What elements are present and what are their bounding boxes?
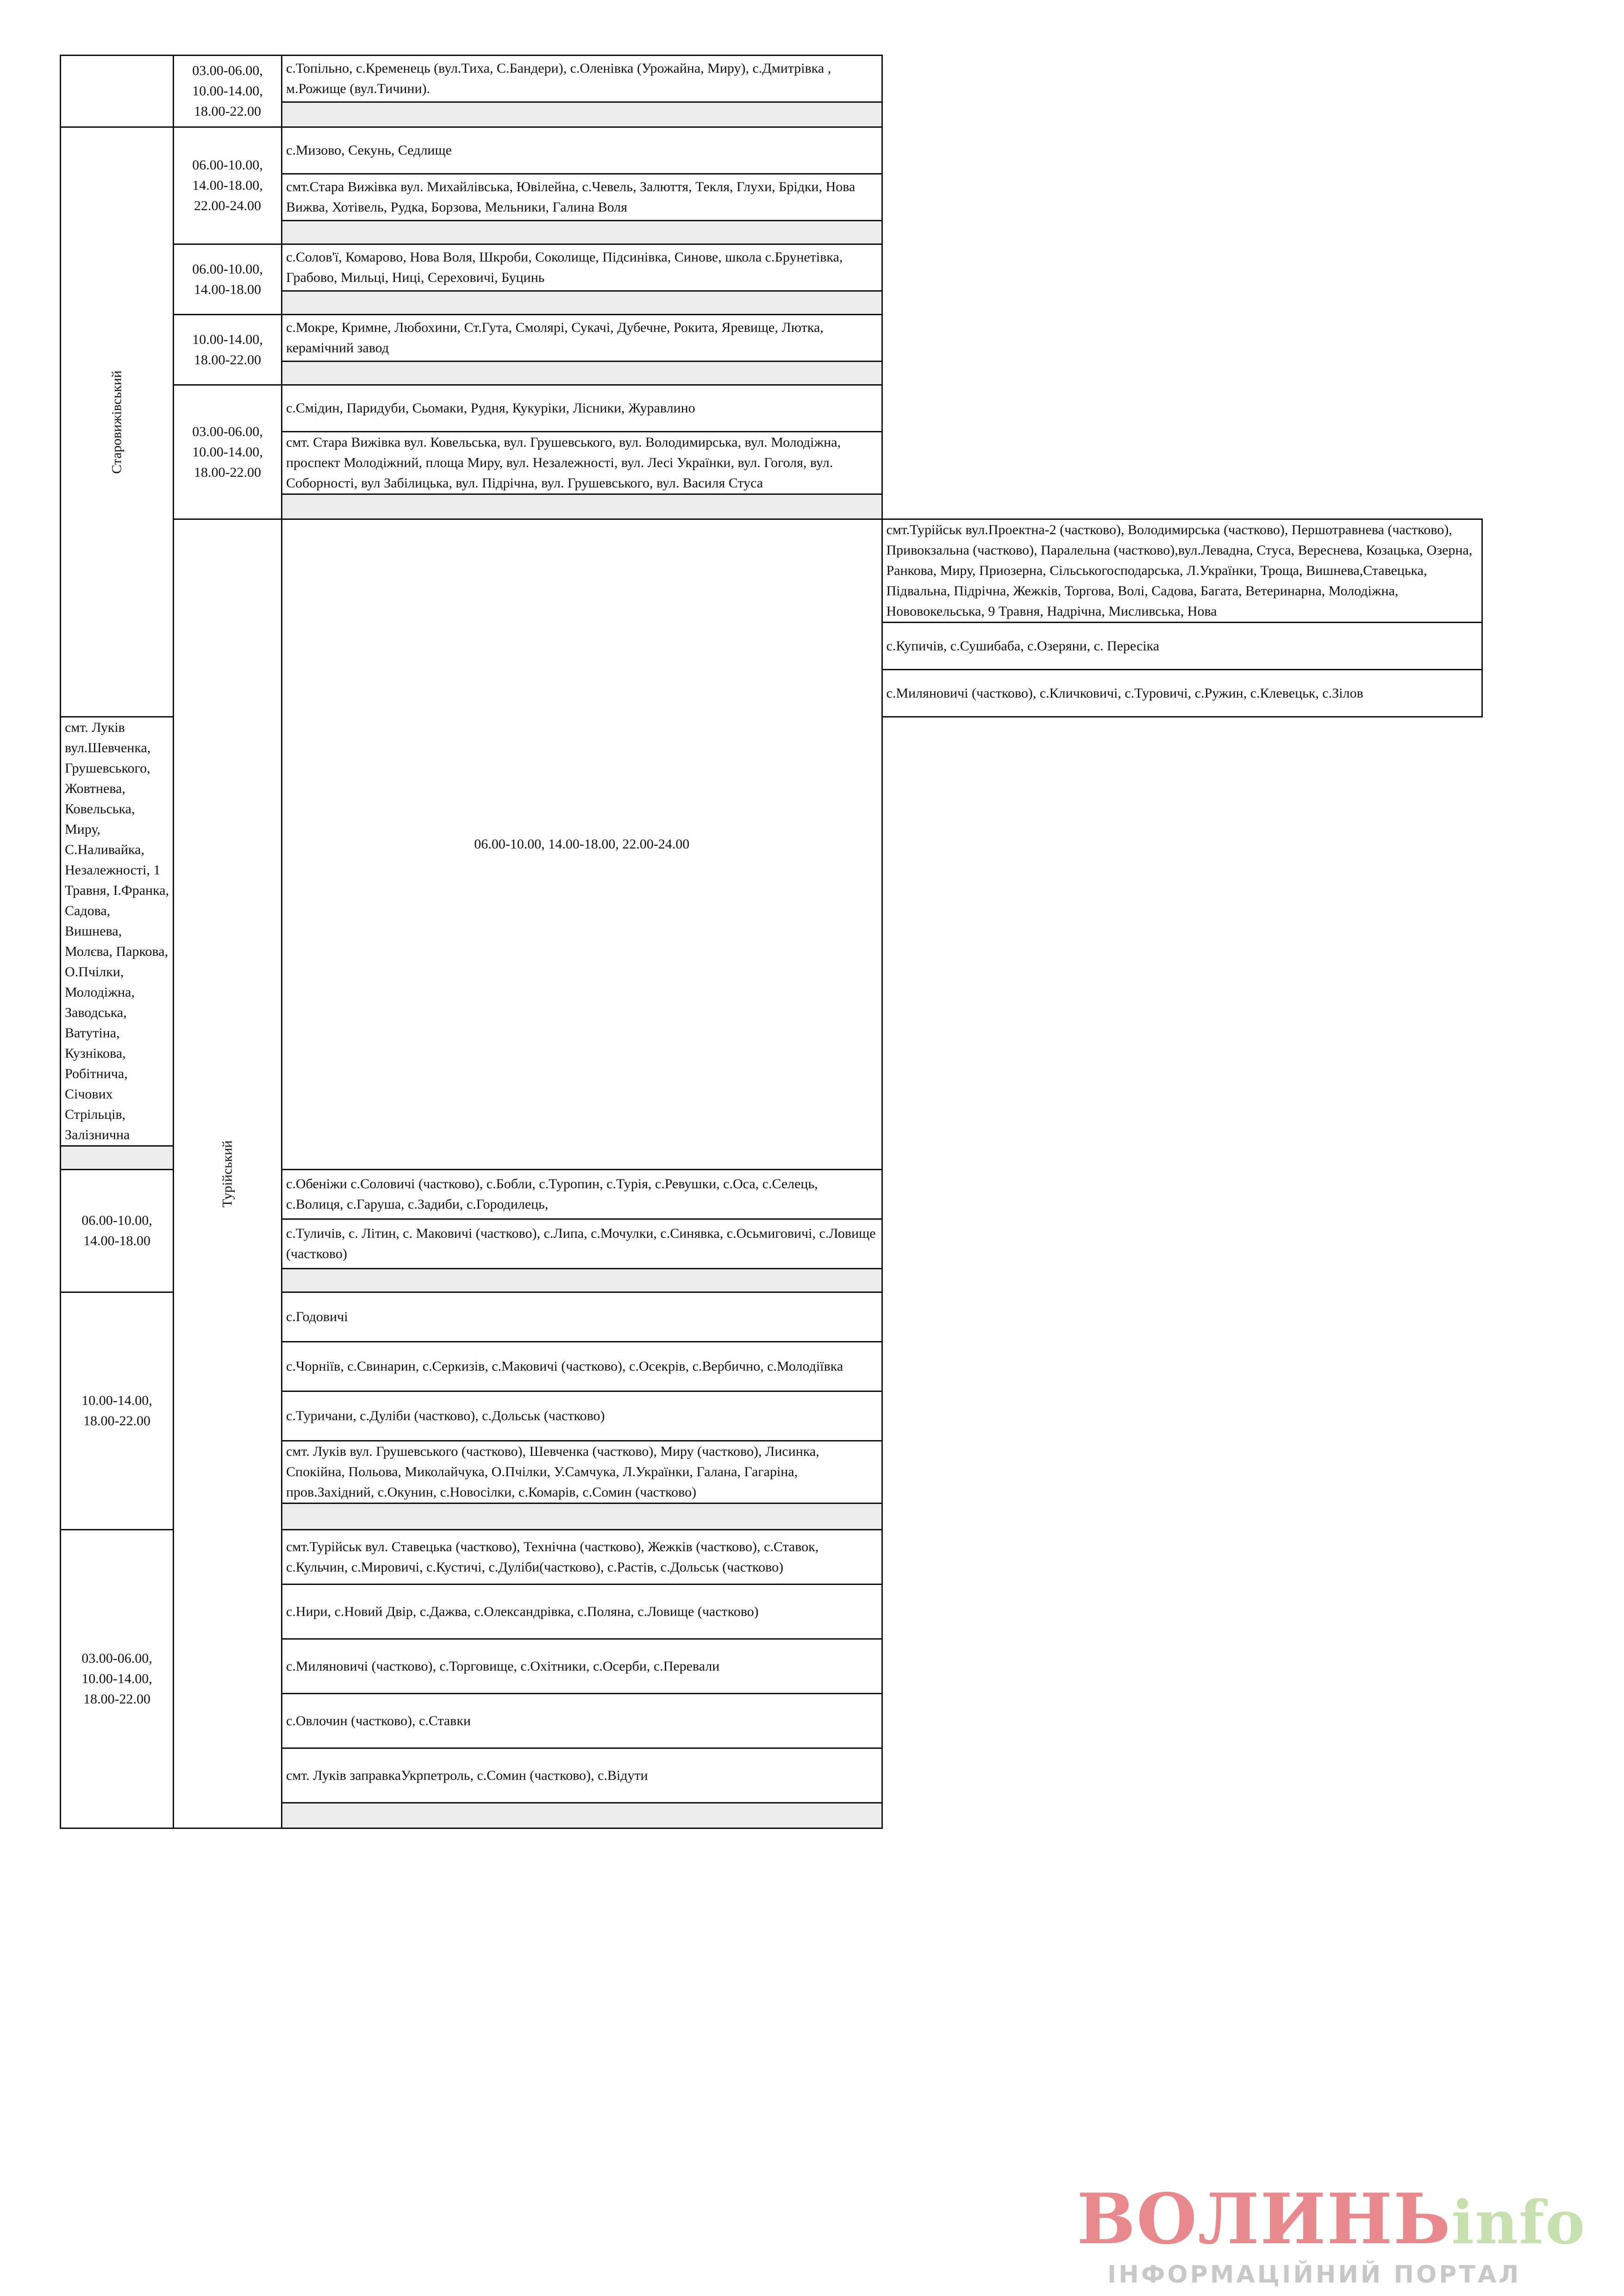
settlements-cell: с.Смідин, Паридуби, Сьомаки, Рудня, Кукуріки, Лісники, Журавлино: [282, 385, 882, 432]
settlements-cell: смт. Луків вул. Грушевського (частково), Шевченка (частково), Миру (частково), Лисинка, Спокійна, Польова, Миколайчука, О.Пчілки, У.Самчука, Л.Українки, Галана, Гагаріна, пров.Західний, с.Окунин, с.Новосілки, с.Комарів, с.Сомин (частково): [282, 1441, 882, 1504]
settlements-cell: с.Овлочин (частково), с.Ставки: [282, 1694, 882, 1748]
settlements-cell: смт. Стара Вижівка вул. Ковельська, вул. Грушевського, вул. Володимирська, вул. Молодіжна, проспект Молодіжний, площа Миру, вул. Незалежності, вул. Лесі Українки, вул. Гоголя, вул. Соборності, вул Забілицька, вул. Підрічна, вул. Грушевського, вул. Василя Стуса: [282, 432, 882, 494]
settlements-cell: с.Обеніжи с.Соловичі (частково), с.Бобли, с.Туропин, с.Турія, с.Ревушки, с.Оса, с.Селець, с.Волиця, с.Гаруша, с.Задиби, с.Городилець,: [282, 1170, 882, 1219]
spacer-cell: [282, 102, 882, 127]
time-slot-cell: 06.00-10.00, 14.00-18.00, 22.00-24.00: [282, 519, 882, 1170]
settlements-cell: смт.Турійськ вул.Проектна-2 (частково), Володимирська (частково), Першотравнева (частково), Привокзальна (частково), Паралельна (частково),вул.Левадна, Стуса, Вереснева, Козацька, Озерна, Ранкова, Миру, Приозерна, Сільськогосподарська, Л.Українки, Троща, Вишнева,Ставецька, Підвальна, Підрічна, Жежків, Торгова, Волі, Садова, Багата, Ветеринарна, Молодіжна, Нововокельська, 9 Травня, Надрічна, Мисливська, Нова: [882, 519, 1482, 623]
settlements-cell: смт.Стара Вижівка вул. Михайлівська, Ювілейна, с.Чевель, Залюття, Текля, Глухи, Брідки, Нова Вижва, Хотівель, Рудка, Борзова, Мельники, Галина Воля: [282, 174, 882, 221]
watermark-tagline: ІНФОРМАЦІЙНИЙ ПОРТАЛ: [1107, 2261, 1521, 2289]
settlements-cell: с.Миляновичі (частково), с.Кличковичі, с.Туровичі, с.Ружин, с.Клевецьк, с.Зілов: [882, 670, 1482, 717]
table-row: [61, 385, 1482, 432]
table-row: [61, 56, 1482, 102]
table-row: [61, 519, 1482, 623]
watermark-logo: [1077, 2178, 1586, 2260]
settlements-cell: с.Туричани, с.Дуліби (частково), с.Дольськ (частково): [282, 1391, 882, 1441]
spacer-cell: [61, 1146, 174, 1170]
spacer-cell: [282, 221, 882, 244]
time-slot-cell: 03.00-06.00, 10.00-14.00, 18.00-22.00: [174, 56, 282, 127]
time-slot-cell: 06.00-10.00, 14.00-18.00: [61, 1170, 174, 1292]
time-slot-cell: 10.00-14.00, 18.00-22.00: [174, 315, 282, 385]
settlements-cell: смт. Луків вул.Шевченка, Грушевського, Жовтнева, Ковельська, Миру, С.Наливайка, Незалежності, 1 Травня, І.Франка, Садова, Вишнева, Молєва, Паркова, О.Пчілки, Молодіжна, Заводська, Ватутіна, Кузнікова, Робітнича, Січових Стрільців, Залізнична: [61, 717, 174, 1146]
watermark-logo-main: ВОЛИНЬ: [1077, 2178, 1452, 2260]
district-cell-prev: [61, 56, 174, 127]
time-slot-cell: 03.00-06.00, 10.00-14.00, 18.00-22.00: [174, 385, 282, 519]
spacer-cell: [282, 1269, 882, 1292]
settlements-cell: с.Ниpи, с.Новий Двір, с.Дажва, с.Олександрівка, с.Поляна, с.Ловище (частково): [282, 1585, 882, 1639]
table-row: [61, 315, 1482, 362]
watermark-logo-suffix: info: [1451, 2188, 1586, 2258]
settlements-cell: смт. Луків заправкаУкрпетроль, с.Сомин (частково), с.Відути: [282, 1748, 882, 1803]
settlements-cell: с.Годовичі: [282, 1292, 882, 1342]
time-slot-cell: 10.00-14.00, 18.00-22.00: [61, 1292, 174, 1530]
time-slot-cell: 03.00-06.00, 10.00-14.00, 18.00-22.00: [61, 1530, 174, 1828]
district-cell-turiiskyi: Турійський: [174, 519, 282, 1828]
settlements-cell: с.Топільно, с.Кременець (вул.Тиха, С.Бандери), с.Оленівка (Урожайна, Миру), с.Дмитрівка , м.Рожище (вул.Тичини).: [282, 56, 882, 102]
spacer-cell: [282, 362, 882, 385]
time-slot-cell: 06.00-10.00, 14.00-18.00, 22.00-24.00: [174, 127, 282, 244]
settlements-cell: с.Мизово, Секунь, Седлище: [282, 127, 882, 174]
outage-schedule-table: [60, 55, 1483, 1829]
settlements-cell: смт.Турійськ вул. Ставецька (частково), Технічна (частково), Жежків (частково), с.Ставок, с.Кульчин, с.Мировичі, с.Кустичі, с.Дуліби(частково), с.Растів, с.Дольськ (частково): [282, 1530, 882, 1585]
district-cell-starovyzhivskyi: Старовижівський: [61, 127, 174, 717]
settlements-cell: с.Туличів, с. Літин, с. Маковичі (частково), с.Липа, с.Мочулки, с.Синявка, с.Осьмиговичі, с.Ловище (частково): [282, 1219, 882, 1269]
spacer-cell: [282, 291, 882, 315]
table-row: [61, 244, 1482, 291]
settlements-cell: с.Миляновичі (частково), с.Торговище, с.Охітники, с.Осерби, с.Перевали: [282, 1639, 882, 1694]
table-row: [61, 127, 1482, 174]
settlements-cell: с.Чорніїв, с.Свинарин, с.Серкизів, с.Маковичі (частково), с.Осекрів, с.Вербично, с.Молодіївка: [282, 1342, 882, 1391]
spacer-cell: [282, 1504, 882, 1530]
time-slot-cell: 06.00-10.00, 14.00-18.00: [174, 244, 282, 315]
site-watermark: [1077, 2178, 1618, 2290]
settlements-cell: с.Солов'ї, Комарово, Нова Воля, Шкроби, Соколище, Підсинівка, Синове, школа с.Брунетівка, Грабово, Мильці, Ниці, Сереховичі, Буцинь: [282, 244, 882, 291]
settlements-cell: с.Мокре, Кримне, Любохини, Ст.Гута, Смолярі, Сукачі, Дубечне, Рокита, Яревище, Лютка, керамічний завод: [282, 315, 882, 362]
spacer-cell: [282, 494, 882, 519]
spacer-cell: [282, 1803, 882, 1828]
settlements-cell: с.Купичів, с.Сушибаба, с.Озеряни, с. Пересіка: [882, 623, 1482, 670]
